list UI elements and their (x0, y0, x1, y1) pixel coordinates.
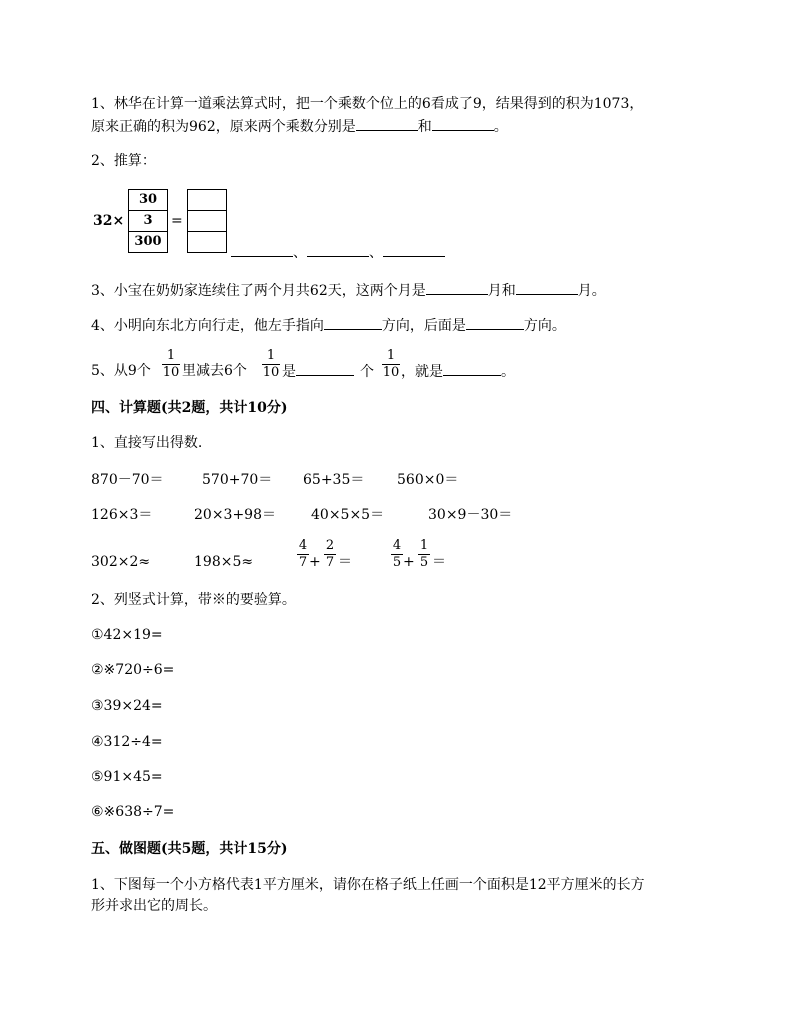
q2-sep-1: 、 (293, 245, 307, 261)
calc-plus-2: + (403, 554, 415, 570)
q5-text-d: 个 (360, 364, 374, 380)
q2-blank-3[interactable] (383, 243, 445, 257)
calc-equals-1: ＝ (338, 554, 352, 570)
frac-num: 2 (325, 538, 335, 553)
q1-line1: 1、林华在计算一道乘法算式时，把一个乘数个位上的6看成了9，结果得到的积为1073， (91, 96, 644, 112)
q1-blank-2[interactable] (432, 117, 494, 131)
q5-blank-1[interactable] (296, 362, 354, 376)
q5-text-e: ，就是 (401, 364, 443, 380)
calc-row2-item3: 40×5×5＝ (311, 507, 385, 523)
q3-blank-1[interactable] (426, 281, 488, 295)
q2-cell-3: 300 (129, 232, 168, 253)
q5-frac1-num: 1 (166, 348, 176, 363)
q4-text-a: 4、小明向东北方向行走，他左手指向 (91, 318, 324, 334)
q1-line2 (91, 117, 508, 136)
q2-answer-blanks (231, 243, 445, 262)
q4-blank-2[interactable] (466, 316, 524, 330)
q4-line (91, 316, 566, 335)
frac-num: 1 (419, 538, 429, 553)
q5-text-b: 里减去6个 (182, 363, 247, 379)
q2-multiplier: 32× (93, 213, 125, 229)
vertical-calc-item-4: ④312÷4= (91, 734, 163, 750)
q5-blank-2[interactable] (443, 362, 501, 376)
q5-frac3-num: 1 (386, 348, 396, 363)
frac-den: 7 (325, 555, 335, 570)
q4-text-c: 方向。 (523, 318, 566, 334)
calc-frac-4-5 (391, 539, 403, 570)
q2-answer-cell-2[interactable] (188, 211, 227, 232)
frac-num: 4 (392, 538, 402, 553)
q5-text-a: 5、从9个 (91, 363, 151, 379)
section4-q1-label: 1、直接写出得数. (91, 435, 203, 451)
q2-answer-cell-3[interactable] (188, 232, 227, 253)
q3-text-c: 月。 (577, 283, 606, 299)
calc-row1-item4: 560×0＝ (397, 472, 459, 488)
q5-line-end (401, 362, 515, 381)
frac-num: 4 (298, 538, 308, 553)
q2-blank-2[interactable] (307, 243, 369, 257)
q1-text-a: 原来正确的积为962，原来两个乘数分别是 (91, 119, 356, 135)
q3-line (91, 281, 606, 300)
q2-answer-cell-1[interactable] (188, 190, 227, 211)
q2-input-column (128, 189, 168, 253)
q5-frac2-num: 1 (266, 348, 276, 363)
q5-frac1-den: 10 (162, 365, 180, 380)
q5-text-f: 。 (501, 364, 515, 380)
calc-row3-item1: 302×2≈ (91, 554, 151, 570)
q3-text-a: 3、小宝在奶奶家连续住了两个月共62天，这两个月是 (91, 283, 426, 299)
q4-blank-1[interactable] (324, 316, 382, 330)
section5-q1-line2: 形并求出它的周长。 (91, 898, 217, 914)
calc-row1-item1: 870－70＝ (91, 472, 164, 488)
section4-title: 四、计算题(共2题，共计10分) (91, 400, 288, 416)
q5-line-rest (282, 362, 374, 381)
calc-frac-1-5 (418, 539, 430, 570)
frac-den: 7 (298, 555, 308, 570)
q5-fraction-3 (382, 349, 400, 380)
calc-row3-item2: 198×5≈ (194, 554, 254, 570)
vertical-calc-item-5: ⑤91×45= (91, 769, 163, 785)
q5-text-c: 是 (282, 364, 296, 380)
vertical-calc-item-6: ⑥※638÷7= (91, 804, 175, 820)
q3-blank-2[interactable] (516, 281, 578, 295)
calc-row2-item4: 30×9－30＝ (428, 507, 513, 523)
q5-fraction-2 (262, 349, 280, 380)
q2-cell-2: 3 (129, 211, 168, 232)
calc-frac-2-7 (324, 539, 336, 570)
q4-text-b: 方向，后面是 (381, 318, 466, 334)
calc-row2-item2: 20×3+98＝ (194, 507, 276, 523)
q2-sep-2: 、 (369, 245, 383, 261)
q5-frac2-den: 10 (262, 365, 280, 380)
calc-row2-item1: 126×3＝ (91, 507, 153, 523)
q1-text-b: 和 (417, 119, 432, 135)
calc-row1-item3: 65+35＝ (303, 472, 365, 488)
calc-row1-item2: 570+70＝ (202, 472, 273, 488)
frac-den: 5 (392, 555, 402, 570)
q1-blank-1[interactable] (356, 117, 418, 131)
q2-answer-column (187, 189, 227, 253)
q1-text-c: 。 (493, 119, 508, 135)
section5-q1-line1: 1、下图每一个小方格代表1平方厘米，请你在格子纸上任画一个面积是12平方厘米的长方 (91, 877, 645, 893)
calc-plus-1: + (309, 554, 321, 570)
frac-den: 5 (419, 555, 429, 570)
section5-title: 五、做图题(共5题，共计15分) (91, 841, 288, 857)
vertical-calc-item-1: ①42×19= (91, 627, 163, 643)
q2-blank-1[interactable] (231, 243, 293, 257)
vertical-calc-item-3: ③39×24= (91, 698, 163, 714)
q2-cell-1: 30 (129, 190, 168, 211)
calc-equals-2: ＝ (432, 554, 446, 570)
q2-label: 2、推算： (91, 153, 156, 169)
q5-fraction-1 (162, 349, 180, 380)
q5-frac3-den: 10 (382, 365, 400, 380)
q2-equals: = (171, 213, 183, 229)
section4-q2-label: 2、列竖式计算，带※的要验算。 (91, 592, 296, 608)
q3-text-b: 月和 (487, 283, 516, 299)
vertical-calc-item-2: ②※720÷6= (91, 662, 175, 678)
calc-frac-4-7 (297, 539, 309, 570)
